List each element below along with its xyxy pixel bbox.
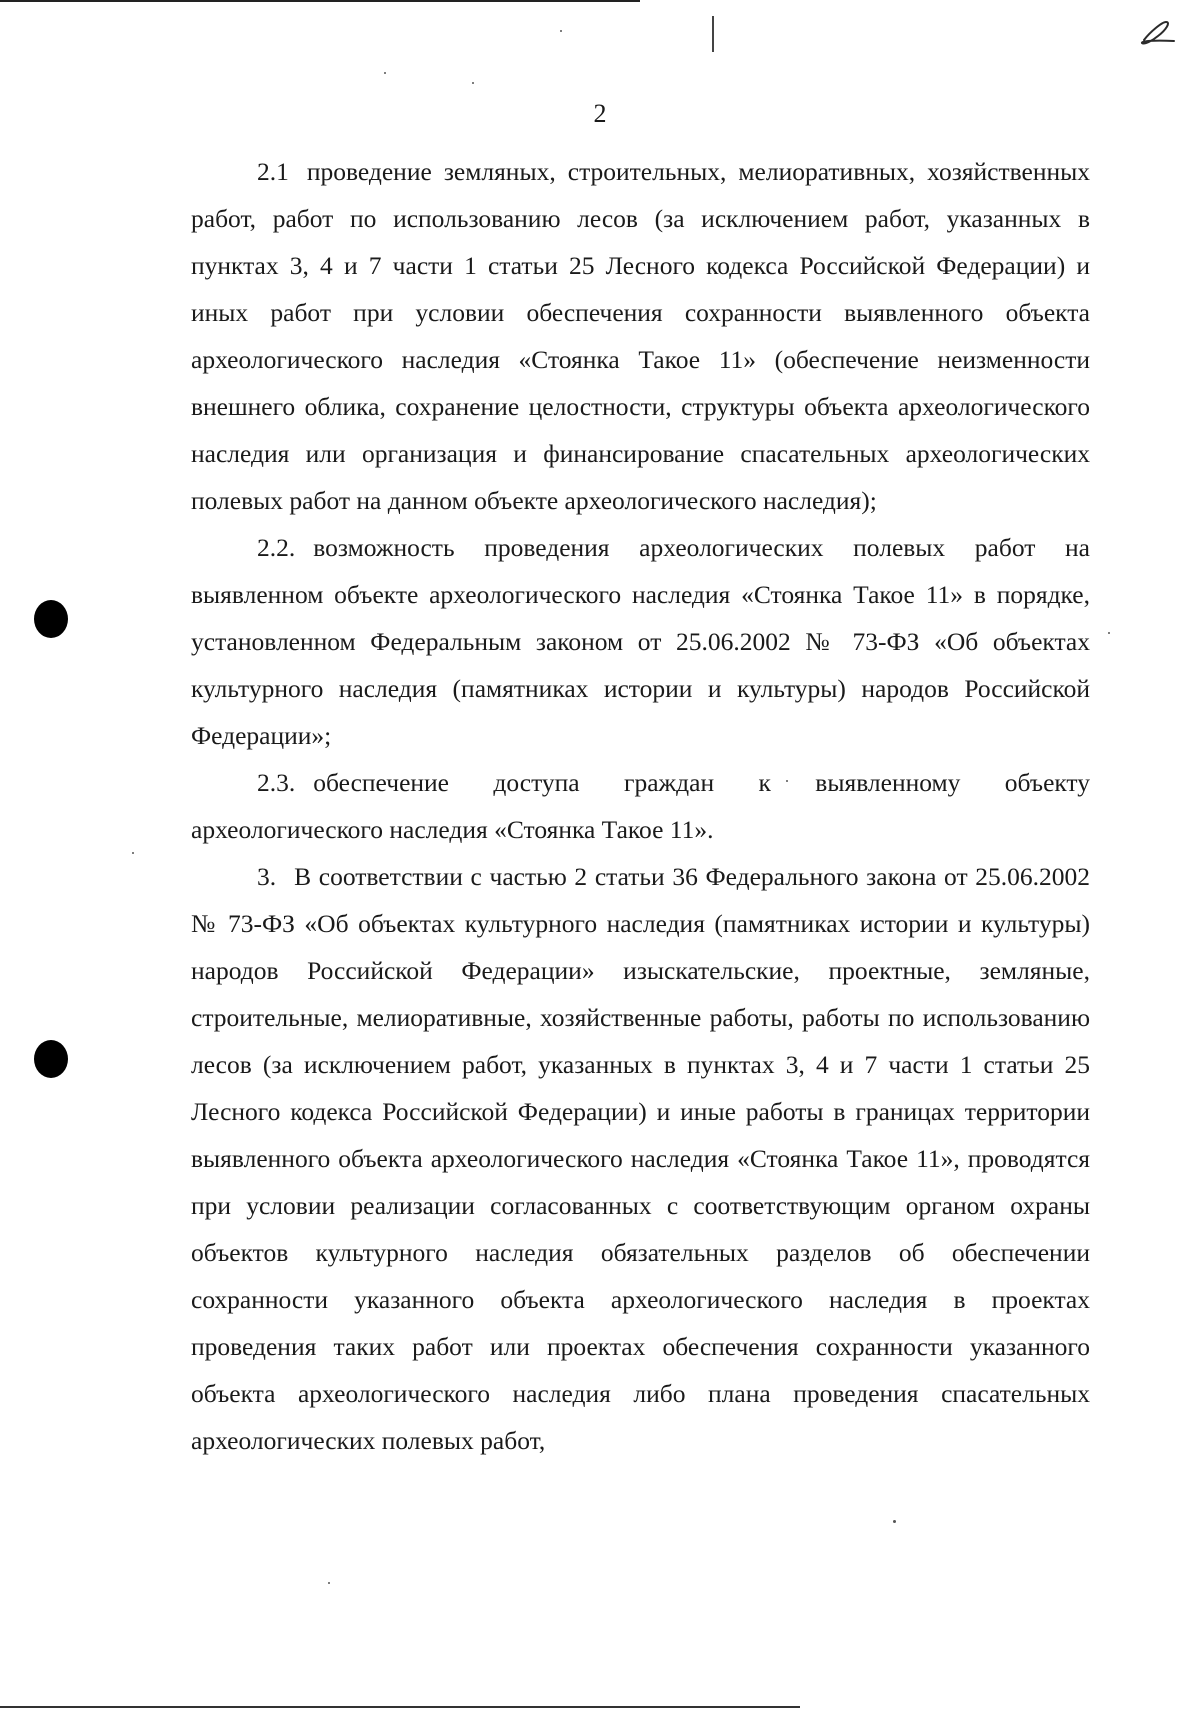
scan-mark (712, 16, 714, 52)
paragraph-number: 2.2. (257, 533, 296, 562)
page-number: 2 (593, 99, 607, 128)
handwritten-sheet-number (1136, 14, 1180, 50)
scan-speck (472, 82, 474, 84)
paragraph-2-2 (191, 524, 1090, 759)
paragraph-2-3 (191, 759, 1090, 853)
bottom-scan-edge (0, 1706, 800, 1708)
scan-speck (384, 72, 386, 74)
document-body (191, 148, 1090, 1464)
paragraph-text: обеспечение доступа граждан к выявленному объекту археологического наследия «Стоянка Такое 11». (191, 768, 1090, 844)
paragraph-text: проведение земляных, строительных, мелиоративных, хозяйственных работ, работ по использованию лесов (за исключением работ, указанных в пунктах 3, 4 и 7 части 1 статьи 25 Лесного кодекса Российской Федерации) и иных работ при условии обеспечения сохранности выявленного объекта археологического наследия «Стоянка Такое 11» (обеспечение неизменности внешнего облика, сохранение целостности, структуры объекта археологического наследия или организация и финансирование спасательных археологических полевых работ на данном объекте археологического наследия); (191, 157, 1090, 515)
paragraph-text: В соответствии с частью 2 статьи 36 Федерального закона от 25.06.2002 № 73-ФЗ «Об объектах культурного наследия (памятниках истории и культуры) народов Российской Федерации» изыскательские, проектные, земляные, строительные, мелиоративные, хозяйственные работы, работы по использованию лесов (за исключением работ, указанных в пунктах 3, 4 и 7 части 1 статьи 25 Лесного кодекса Российской Федерации) и иные работы в границах территории выявленного объекта археологического наследия «Стоянка Такое 11», проводятся при условии реализации согласованных с соответствующим органом охраны объектов культурного наследия обязательных разделов об обеспечении сохранности указанного объекта археологического наследия в проектах проведения таких работ или проектах обеспечения сохранности указанного объекта археологического наследия либо плана проведения спасательных археологических полевых работ, (191, 862, 1090, 1455)
scan-speck (1108, 632, 1110, 634)
scan-speck (893, 1520, 896, 1523)
top-scan-edge (0, 0, 640, 2)
scan-speck (560, 30, 562, 32)
paragraph-2-1 (191, 148, 1090, 524)
scan-speck (132, 852, 134, 854)
paragraph-3 (191, 853, 1090, 1464)
paragraph-number: 3. (257, 862, 277, 891)
paragraph-number: 2.3. (257, 768, 296, 797)
punch-hole (34, 1040, 68, 1078)
paragraph-text: возможность проведения археологических полевых работ на выявленном объекте археологического наследия «Стоянка Такое 11» в порядке, установленном Федеральным законом от 25.06.2002 № 73-ФЗ «Об объектах культурного наследия (памятниках истории и культуры) народов Российской Федерации»; (191, 533, 1090, 750)
paragraph-number: 2.1 (257, 157, 289, 186)
scan-speck (328, 1582, 330, 1584)
punch-hole (34, 600, 68, 638)
